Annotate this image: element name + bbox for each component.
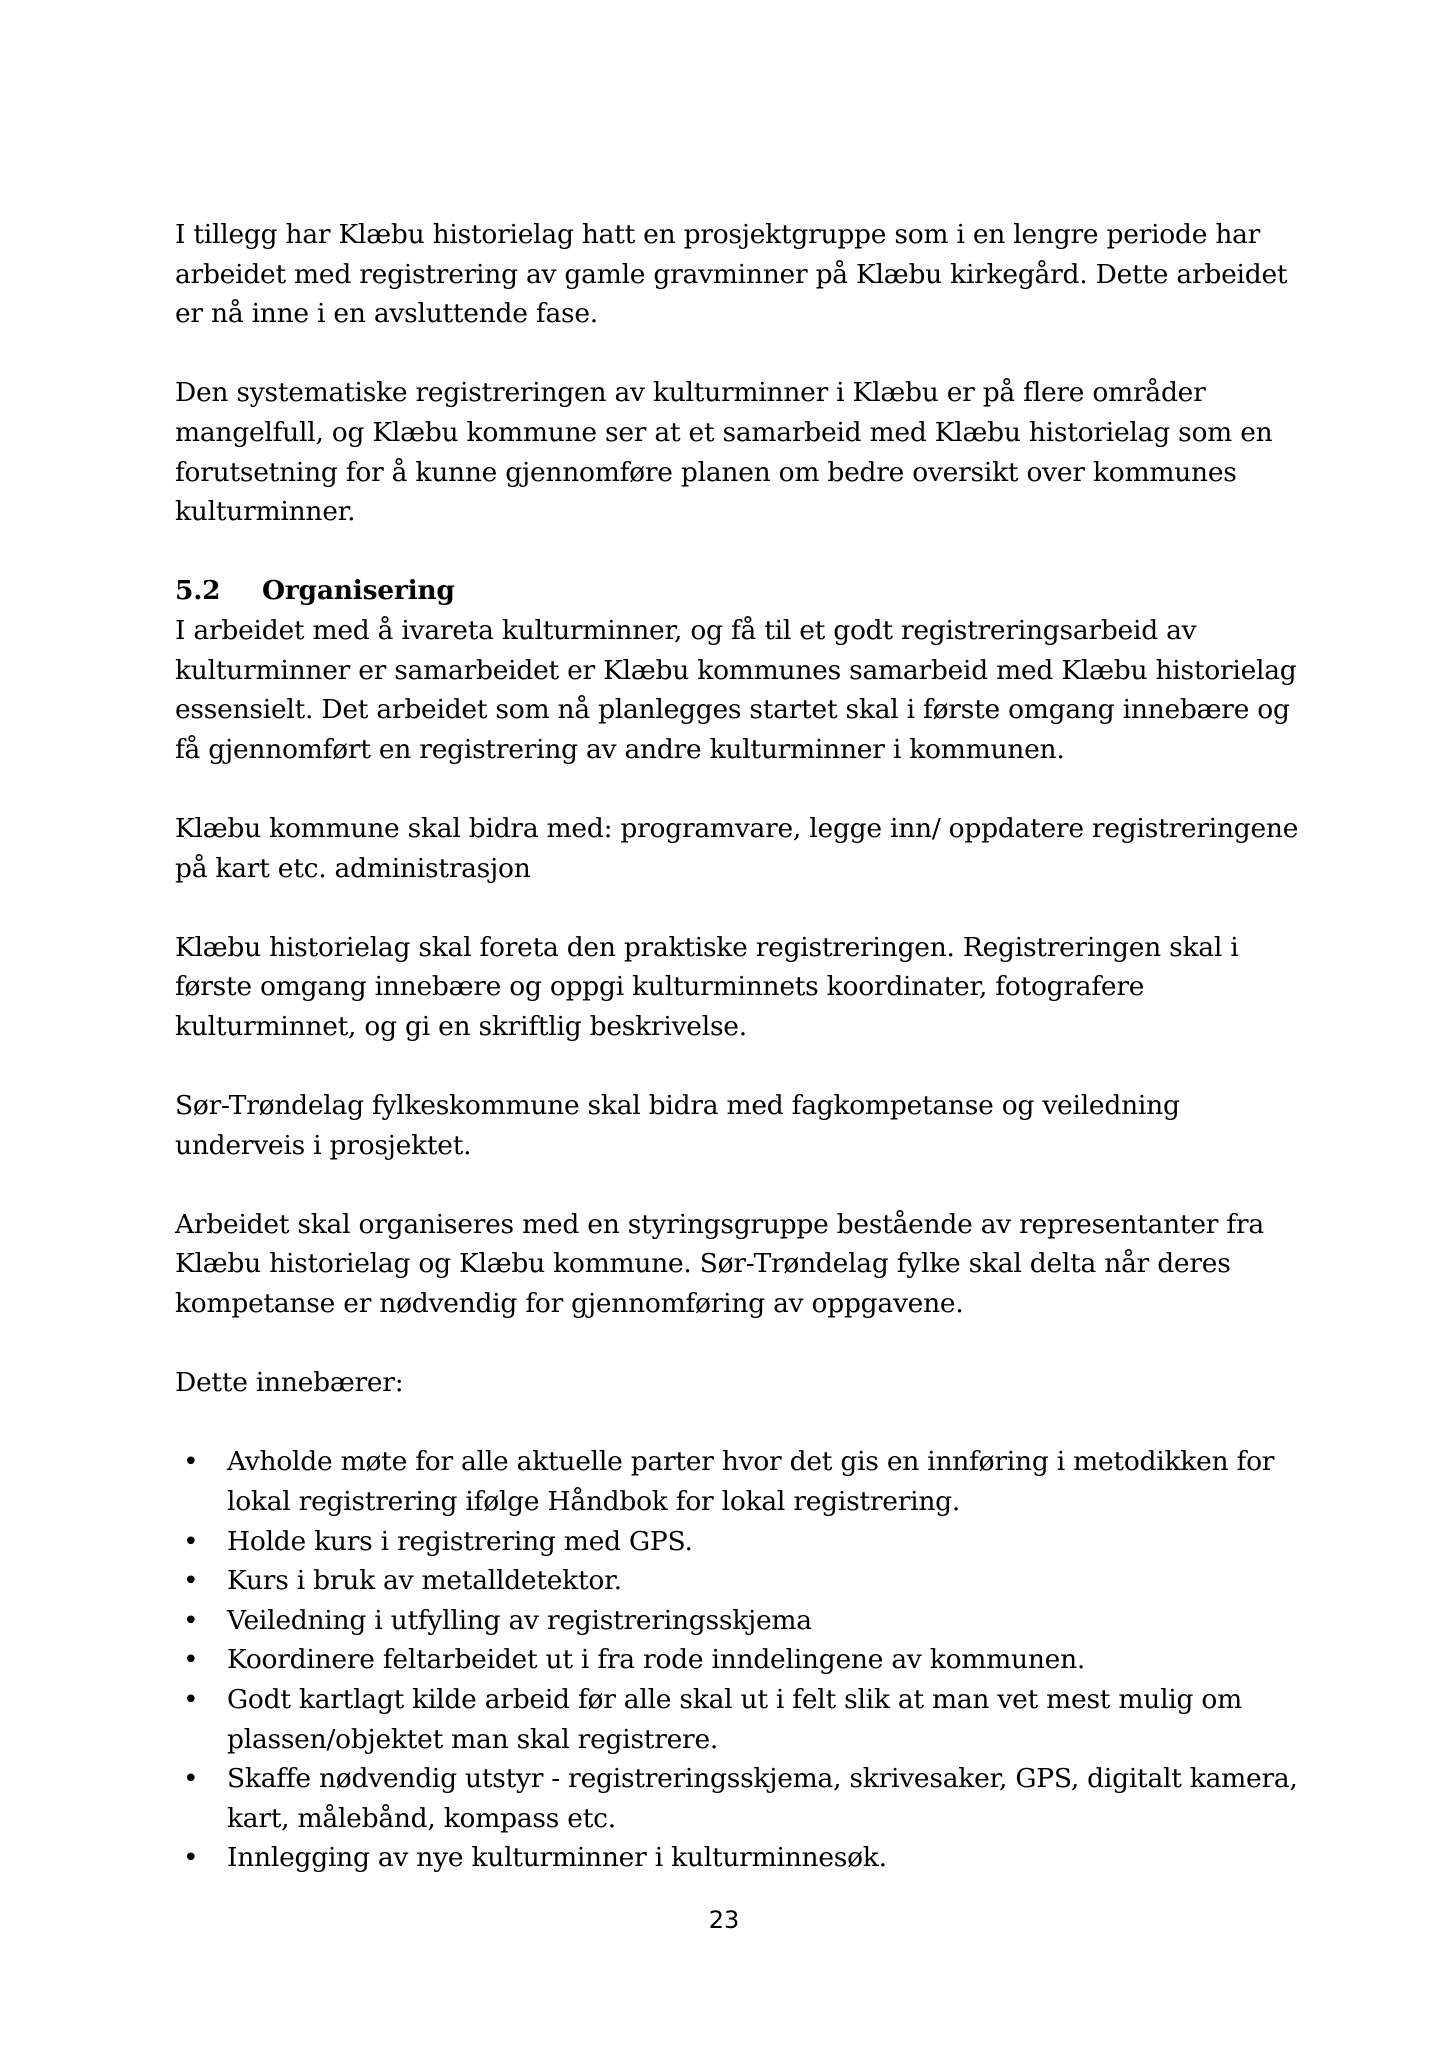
list-item <box>175 1522 1305 1562</box>
paragraph-systematisk-registrering: Den systematiske registreringen av kulturminner i Klæbu er på flere områder mangelfull, og Klæbu kommune ser at et samarbeid med Klæbu historielag som en forutsetning for å kunne gjennomføre planen om bedre oversikt over kommunes kulturminner. <box>175 377 1273 528</box>
page-content <box>175 215 1305 1878</box>
task-list <box>175 1442 1305 1878</box>
paragraph-kommune-bidrag: Klæbu kommune skal bidra med: programvare, legge inn/ oppdatere registreringene på kart etc. administrasjon <box>175 812 1299 884</box>
list-item-text: Veiledning i utfylling av registreringsskjema <box>227 1604 812 1636</box>
paragraph-ivareta-kulturminner: I arbeidet med å ivareta kulturminner, og få til et godt registreringsarbeid av kulturminner er samarbeidet er Klæbu kommunes samarbeid med Klæbu historielag essensielt. Det arbeidet som nå planlegges startet skal i første omgang innebære og få gjennomført en registrering av andre kulturminner i kommunen. <box>175 614 1297 765</box>
bullet-icon: • <box>183 1604 199 1636</box>
bullet-icon: • <box>183 1565 199 1597</box>
section-title: Organisering <box>262 575 455 607</box>
list-item <box>175 1640 1305 1680</box>
list-item <box>175 1561 1305 1601</box>
paragraph-historielag-bidrag: Klæbu historielag skal foreta den praktiske registreringen. Registreringen skal i første omgang innebære og oppgi kulturminnets koordinater, fotografere kulturminnet, og gi en skriftlig beskrivelse. <box>175 931 1239 1042</box>
list-item <box>175 1838 1305 1878</box>
list-item-text: Holde kurs i registrering med GPS. <box>227 1525 693 1557</box>
list-intro: Dette innebærer: <box>175 1367 404 1399</box>
list-item-text: Koordinere feltarbeidet ut i fra rode inndelingene av kommunen. <box>227 1644 1086 1676</box>
section-heading <box>175 571 1305 611</box>
section-number: 5.2 <box>175 575 221 607</box>
bullet-icon: • <box>183 1525 199 1557</box>
list-item <box>175 1759 1305 1838</box>
list-item <box>175 1442 1305 1521</box>
bullet-icon: • <box>183 1446 199 1478</box>
paragraph-fylkeskommune-bidrag: Sør-Trøndelag fylkeskommune skal bidra med fagkompetanse og veiledning underveis i prosjektet. <box>175 1090 1180 1161</box>
list-item <box>175 1680 1305 1759</box>
list-item-text: Godt kartlagt kilde arbeid før alle skal ut i felt slik at man vet mest mulig om plassen/objektet man skal registrere. <box>227 1683 1242 1755</box>
list-item-text: Skaffe nødvendig utstyr - registreringsskjema, skrivesaker, GPS, digitalt kamera, kart, målebånd, kompass etc. <box>227 1763 1298 1834</box>
paragraph-prosjektgruppe: I tillegg har Klæbu historielag hatt en prosjektgruppe som i en lengre periode har arbeidet med registrering av gamle gravminner på Klæbu kirkegård. Dette arbeidet er nå inne i en avsluttende fase. <box>175 219 1288 330</box>
list-item-text: Avholde møte for alle aktuelle parter hvor det gis en innføring i metodikken for lokal registrering ifølge Håndbok for lokal registrering. <box>227 1446 1275 1517</box>
page-number: 23 <box>708 1906 740 1934</box>
bullet-icon: • <box>183 1763 199 1795</box>
bullet-icon: • <box>183 1683 199 1715</box>
list-item-text: Kurs i bruk av metalldetektor. <box>227 1565 622 1597</box>
bullet-icon: • <box>183 1644 199 1676</box>
list-item <box>175 1601 1305 1641</box>
bullet-icon: • <box>183 1842 199 1874</box>
paragraph-styringsgruppe: Arbeidet skal organiseres med en styringsgruppe bestående av representanter fra Klæbu historielag og Klæbu kommune. Sør-Trøndelag fylke skal delta når deres kompetanse er nødvendig for gjennomføring av oppgavene. <box>175 1208 1264 1320</box>
list-item-text: Innlegging av nye kulturminner i kulturminnesøk. <box>227 1842 887 1874</box>
